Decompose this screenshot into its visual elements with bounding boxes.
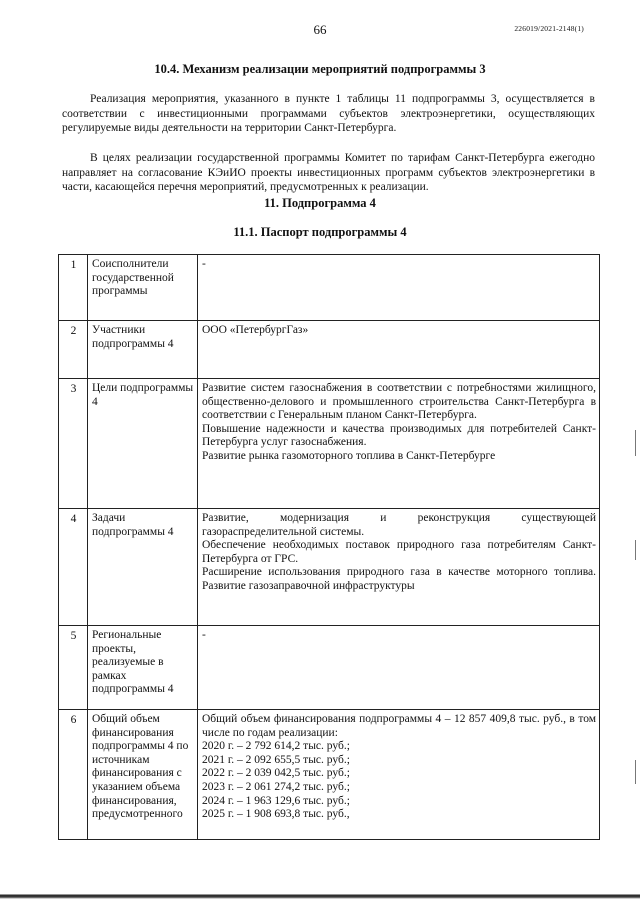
row-number: 4 bbox=[59, 509, 88, 626]
row-label: Соисполнители государственной программы bbox=[88, 255, 198, 321]
row-number: 1 bbox=[59, 255, 88, 321]
row-value bbox=[198, 509, 600, 626]
row-value bbox=[198, 626, 600, 710]
page-number: 66 bbox=[313, 22, 327, 37]
value-line: Расширение использования природного газа в качестве моторного топлива. Развитие газозаправочной инфраструктуры bbox=[202, 566, 596, 592]
row-number: 6 bbox=[59, 710, 88, 840]
value-line: Развитие систем газоснабжения в соответствии с потребностями жилищного, общественно-делового и промышленного строительства Санкт-Петербурга в соответствии с Генеральным планом Санкт-Петербурга. bbox=[202, 382, 596, 422]
table-row bbox=[59, 255, 600, 321]
value-line: ООО «ПетербургГаз» bbox=[202, 324, 309, 336]
scan-bottom-edge bbox=[0, 890, 640, 905]
row-label: Общий объем финансирования подпрограммы 4 по источникам финансирования с указанием объема финансирования, предусмотренного bbox=[88, 710, 198, 840]
row-number: 3 bbox=[59, 379, 88, 509]
row-value bbox=[198, 321, 600, 379]
value-line: Обеспечение необходимых поставок природного газа потребителям Санкт-Петербурга от ГРС. bbox=[202, 539, 596, 565]
scan-margin-mark bbox=[635, 430, 636, 456]
value-line: 2024 г. – 1 963 129,6 тыс. руб.; bbox=[202, 794, 350, 807]
table-row bbox=[59, 509, 600, 626]
value-line: 2022 г. – 2 039 042,5 тыс. руб.; bbox=[202, 767, 350, 780]
value-line: Развитие рынка газомоторного топлива в Санкт-Петербурге bbox=[202, 449, 496, 462]
row-label: Участники подпрограммы 4 bbox=[88, 321, 198, 379]
value-line: 2025 г. – 1 908 693,8 тыс. руб., bbox=[202, 808, 350, 821]
scan-margin-mark bbox=[635, 540, 636, 560]
table-row bbox=[59, 321, 600, 379]
section-11-1-title: 11.1. Паспорт подпрограммы 4 bbox=[233, 225, 407, 239]
value-line: 2020 г. – 2 792 614,2 тыс. руб.; bbox=[202, 740, 350, 753]
value-line: 2023 г. – 2 061 274,2 тыс. руб.; bbox=[202, 780, 350, 793]
value-line: 2021 г. – 2 092 655,5 тыс. руб.; bbox=[202, 753, 350, 766]
section-11-title: 11. Подпрограмма 4 bbox=[264, 196, 376, 210]
passport-table bbox=[58, 254, 600, 840]
value-line: Развитие, модернизация и реконструкция существующей газораспределительной системы. bbox=[202, 512, 596, 538]
row-value bbox=[198, 710, 600, 840]
table-row bbox=[59, 710, 600, 840]
table-row bbox=[59, 379, 600, 509]
section-10-4-paragraph-1: Реализация мероприятия, указанного в пункте 1 таблицы 11 подпрограммы 3, осуществляется в соответствии с инвестиционными программами субъектов электроэнергетики, осуществляющих регулируемые виды деятельности на территории Санкт-Петербурга. bbox=[62, 93, 595, 134]
value-line: Повышение надежности и качества производимых для потребителей Санкт-Петербурга услуг газоснабжения. bbox=[202, 422, 596, 449]
table-row bbox=[59, 626, 600, 710]
row-label: Региональные проекты, реализуемые в рамках подпрограммы 4 bbox=[88, 626, 198, 710]
scan-margin-mark bbox=[635, 760, 636, 784]
value-line: Общий объем финансирования подпрограммы 4 – 12 857 409,8 тыс. руб., в том числе по годам реализации: bbox=[202, 713, 596, 739]
value-line: - bbox=[202, 258, 206, 270]
section-10-4-paragraph-2: В целях реализации государственной программы Комитет по тарифам Санкт-Петербурга ежегодно направляет на согласование КЭиИО проекты инвестиционных программ субъектов электроэнергетики в части, касающейся перечня мероприятий, предусмотренных к реализации. bbox=[62, 152, 595, 193]
document-code: 226019/2021-2148(1) bbox=[514, 24, 584, 33]
row-value bbox=[198, 255, 600, 321]
row-value bbox=[198, 379, 600, 509]
row-number: 5 bbox=[59, 626, 88, 710]
row-number: 2 bbox=[59, 321, 88, 379]
section-10-4-title: 10.4. Механизм реализации мероприятий подпрограммы 3 bbox=[154, 62, 486, 76]
row-label: Задачи подпрограммы 4 bbox=[88, 509, 198, 626]
row-label: Цели подпрограммы 4 bbox=[88, 379, 198, 509]
value-line: - bbox=[202, 629, 206, 641]
